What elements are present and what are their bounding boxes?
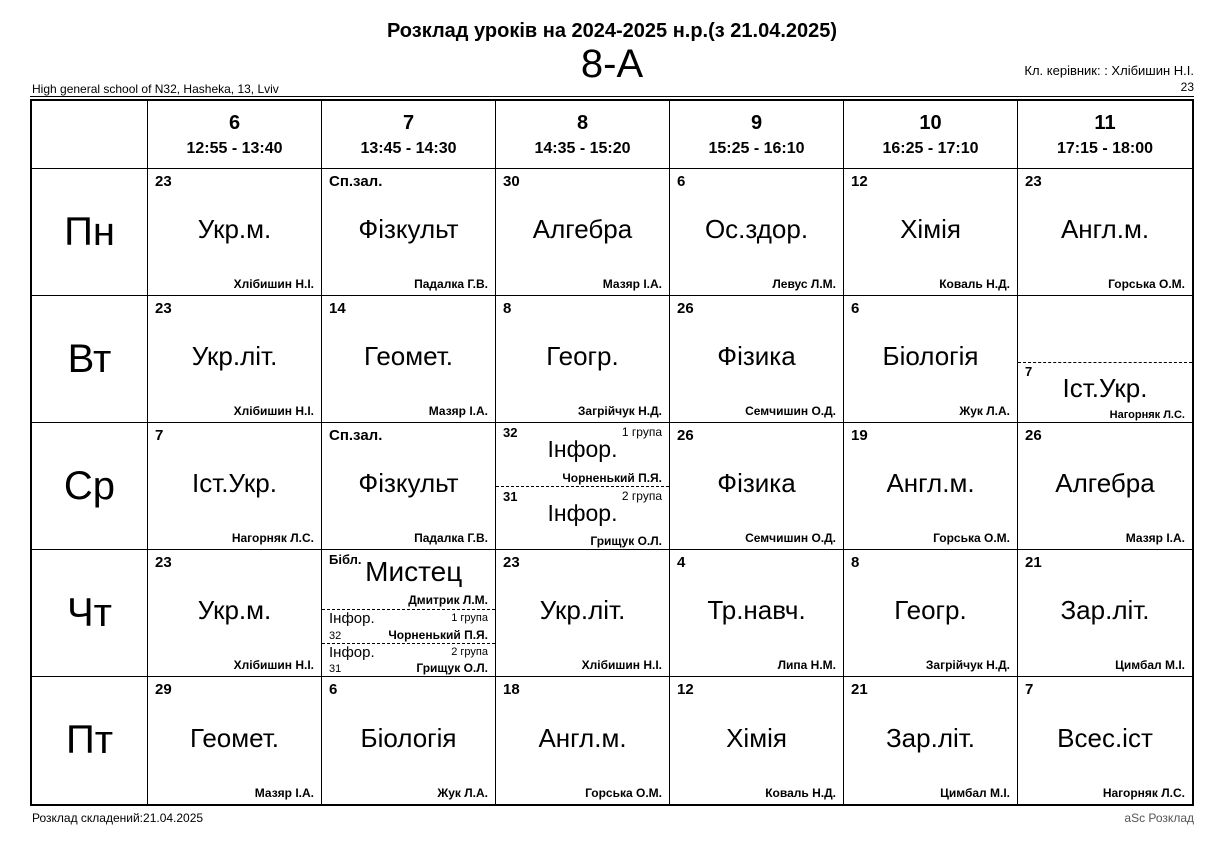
room-number: Бібл. — [329, 552, 362, 567]
subject-name: Укр.літ. — [539, 595, 626, 626]
room-number: 32 — [503, 425, 518, 440]
school-name: High general school of N32, Hasheka, 13, Lviv — [32, 82, 279, 96]
period-number: 11 — [1094, 111, 1116, 134]
day-label-thursday: Чт — [32, 550, 148, 677]
room-number: 12 — [851, 173, 868, 190]
lesson-cell — [496, 296, 670, 423]
group-lesson-1 — [322, 609, 495, 642]
teacher-name: Чорненький П.Я. — [388, 627, 488, 642]
main-lesson — [322, 550, 495, 609]
teacher-name: Мазяр І.А. — [602, 277, 662, 291]
room-number: 7 — [1025, 363, 1033, 379]
period-number: 6 — [228, 111, 241, 134]
subject-name: Хімія — [726, 722, 787, 753]
room-number: 29 — [155, 681, 172, 698]
group-label: 1 група — [621, 425, 662, 439]
lesson-cell — [844, 550, 1018, 677]
subject-name: Укр.м. — [197, 214, 272, 245]
teacher-name: Хлібишин Н.І. — [581, 658, 662, 672]
subject-name: Фізика — [717, 341, 796, 372]
period-time: 15:25 - 16:10 — [708, 139, 805, 157]
room-number: 7 — [1025, 681, 1034, 698]
subject-name: Укр.літ. — [191, 341, 278, 372]
room-number: 6 — [329, 681, 338, 698]
room-number: 26 — [677, 427, 694, 444]
teacher-name: Жук Л.А. — [959, 404, 1010, 418]
room-number: 26 — [1025, 427, 1042, 444]
room-number: 32 — [329, 629, 342, 642]
group-lesson-2 — [322, 643, 495, 676]
schedule-title: Розклад уроків на 2024-2025 н.р.(з 21.04.2025) — [386, 20, 838, 42]
teacher-name: Горська О.М. — [1108, 277, 1185, 291]
lesson-cell — [322, 423, 496, 550]
subject-name: Алгебра — [1055, 468, 1155, 499]
lesson-cell — [670, 550, 844, 677]
subject-name: Геогр. — [546, 341, 619, 372]
teacher-name: Левус Л.М. — [772, 277, 836, 291]
group-lesson-1 — [496, 423, 669, 486]
lesson-cell — [1018, 169, 1192, 296]
room-number: 8 — [503, 300, 512, 317]
lesson-cell — [1018, 423, 1192, 550]
teacher-name: Семчишин О.Д. — [745, 531, 836, 545]
teacher-name: Липа Н.М. — [777, 658, 836, 672]
subject-name: Ос.здор. — [704, 214, 809, 245]
lesson-cell — [148, 423, 322, 550]
lesson-cell-split — [496, 423, 670, 550]
period-number: 10 — [919, 111, 942, 134]
teacher-name: Нагорняк Л.С. — [1109, 409, 1185, 421]
room-number: 23 — [155, 173, 172, 190]
room-number: 7 — [155, 427, 164, 444]
group-label: 2 група — [451, 645, 488, 658]
header-divider — [30, 96, 1194, 97]
teacher-name: Нагорняк Л.С. — [1102, 786, 1185, 800]
teacher-name: Мазяр І.А. — [428, 404, 488, 418]
teacher-name: Хлібишин Н.І. — [233, 404, 314, 418]
room-number: 23 — [155, 300, 172, 317]
lesson-cell — [1018, 550, 1192, 677]
lesson-cell — [322, 677, 496, 804]
room-number: 31 — [329, 663, 342, 675]
teacher-name: Коваль Н.Д. — [939, 277, 1010, 291]
room-number: 6 — [851, 300, 860, 317]
subject-name: Інфор. — [329, 643, 375, 661]
subject-name: Біологія — [882, 341, 979, 372]
lesson-cell-triple — [322, 550, 496, 677]
period-number: 9 — [750, 111, 763, 134]
subject-name: Англ.м. — [538, 722, 627, 753]
teacher-name: Цимбал М.І. — [940, 786, 1010, 800]
room-number: 23 — [503, 554, 520, 571]
period-number: 8 — [576, 111, 589, 134]
subject-name: Всес.іст — [1057, 722, 1153, 753]
subject-name: Зар.літ. — [1060, 595, 1150, 626]
lesson-cell — [322, 296, 496, 423]
lesson-cell — [496, 550, 670, 677]
room-number: 23 — [155, 554, 172, 571]
teacher-name: Жук Л.А. — [437, 786, 488, 800]
room-number: 31 — [503, 489, 518, 504]
subject-name: Геомет. — [364, 341, 453, 372]
subject-name: Хімія — [900, 214, 961, 245]
teacher-name: Грищук О.Л. — [590, 534, 662, 548]
teacher-name: Грищук О.Л. — [416, 661, 488, 675]
subject-name: Укр.м. — [197, 595, 272, 626]
teacher-name: Цимбал М.І. — [1115, 658, 1185, 672]
lesson-cell — [148, 296, 322, 423]
subject-name: Фізкульт — [358, 468, 459, 499]
period-time: 13:45 - 14:30 — [360, 139, 457, 157]
teacher-name: Семчишин О.Д. — [745, 404, 836, 418]
teacher-name: Мазяр І.А. — [1125, 531, 1185, 545]
subject-name: Інфор. — [329, 610, 375, 628]
teacher-name: Хлібишин Н.І. — [233, 277, 314, 291]
footer-brand: aSc Розклад — [1124, 811, 1194, 825]
teacher-name: Горська О.М. — [585, 786, 662, 800]
teacher-name: Коваль Н.Д. — [765, 786, 836, 800]
teacher-name: Загрійчук Н.Д. — [577, 404, 662, 418]
room-number: 23 — [1025, 173, 1042, 190]
room-number: 14 — [329, 300, 346, 317]
corner-cell — [32, 101, 148, 169]
teacher-name: Горська О.М. — [933, 531, 1010, 545]
subject-name: Тр.навч. — [707, 595, 806, 626]
lesson-cell — [844, 423, 1018, 550]
period-header-8 — [496, 101, 670, 169]
subject-name: Англ.м. — [886, 468, 975, 499]
lesson-cell-half — [1018, 296, 1192, 423]
lesson-cell — [670, 423, 844, 550]
class-name: 8-А — [580, 42, 644, 86]
subject-name: Фізика — [717, 468, 796, 499]
lesson-cell — [148, 550, 322, 677]
teacher-name: Падалка Г.В. — [414, 277, 488, 291]
lesson-cell — [670, 296, 844, 423]
room-number: 4 — [677, 554, 686, 571]
lesson-cell — [496, 169, 670, 296]
room-number: 8 — [851, 554, 860, 571]
period-header-10 — [844, 101, 1018, 169]
lesson-cell — [844, 169, 1018, 296]
group-label: 1 група — [451, 612, 488, 625]
subject-name: Фізкульт — [358, 214, 459, 245]
room-number: 18 — [503, 681, 520, 698]
subject-name: Алгебра — [532, 214, 633, 245]
subject-name: Інфор. — [547, 500, 618, 526]
room-number: Сп.зал. — [329, 173, 383, 190]
timetable — [30, 99, 1194, 806]
group-label: 2 група — [621, 489, 662, 503]
lesson-cell — [844, 296, 1018, 423]
period-time: 14:35 - 15:20 — [534, 139, 631, 157]
room-number: 21 — [1025, 554, 1042, 571]
day-label-friday: Пт — [32, 677, 148, 804]
subject-name: Англ.м. — [1060, 214, 1150, 245]
teacher-name: Мазяр І.А. — [254, 786, 314, 800]
subject-name: Біологія — [360, 722, 457, 753]
room-number: Сп.зал. — [329, 427, 383, 444]
room-number: 19 — [851, 427, 868, 444]
subject-name: Інфор. — [547, 436, 618, 462]
teacher-name: Дмитрик Л.М. — [408, 593, 488, 608]
day-label-wednesday: Ср — [32, 423, 148, 550]
half-lesson — [1018, 362, 1192, 422]
day-label-monday: Пн — [32, 169, 148, 296]
room-number: 12 — [677, 681, 694, 698]
teacher-name: Загрійчук Н.Д. — [925, 658, 1010, 672]
lesson-cell — [148, 677, 322, 804]
lesson-cell — [1018, 677, 1192, 804]
period-header-11 — [1018, 101, 1192, 169]
day-label-tuesday: Вт — [32, 296, 148, 423]
period-header-7 — [322, 101, 496, 169]
period-time: 12:55 - 13:40 — [186, 139, 283, 157]
teacher-name: Хлібишин Н.І. — [233, 658, 314, 672]
lesson-cell — [322, 169, 496, 296]
footer-created-date: Розклад складений:21.04.2025 — [32, 811, 204, 825]
lesson-cell — [148, 169, 322, 296]
lesson-cell — [496, 677, 670, 804]
page-number: 23 — [1180, 80, 1194, 94]
period-number: 7 — [402, 111, 415, 134]
teacher-name: Падалка Г.В. — [414, 531, 488, 545]
subject-name: Геомет. — [190, 722, 279, 753]
period-time: 17:15 - 18:00 — [1056, 139, 1154, 157]
lesson-cell — [670, 169, 844, 296]
teacher-name: Чорненький П.Я. — [562, 471, 662, 485]
lesson-cell — [844, 677, 1018, 804]
teacher-name: Нагорняк Л.С. — [231, 531, 314, 545]
subject-name: Зар.літ. — [885, 722, 976, 753]
room-number: 6 — [677, 173, 686, 190]
class-teacher: Кл. керівник: : Хлібишин Н.І. — [1024, 63, 1194, 78]
lesson-cell — [670, 677, 844, 804]
subject-name: Іст.Укр. — [1062, 372, 1148, 403]
subject-name: Геогр. — [894, 595, 967, 626]
subject-name: Іст.Укр. — [192, 468, 277, 499]
period-header-9 — [670, 101, 844, 169]
subject-name: Мистец — [365, 556, 463, 587]
group-lesson-2 — [496, 486, 669, 549]
room-number: 26 — [677, 300, 694, 317]
period-time: 16:25 - 17:10 — [882, 139, 979, 157]
room-number: 21 — [851, 681, 868, 698]
room-number: 30 — [503, 173, 520, 190]
period-header-6 — [148, 101, 322, 169]
